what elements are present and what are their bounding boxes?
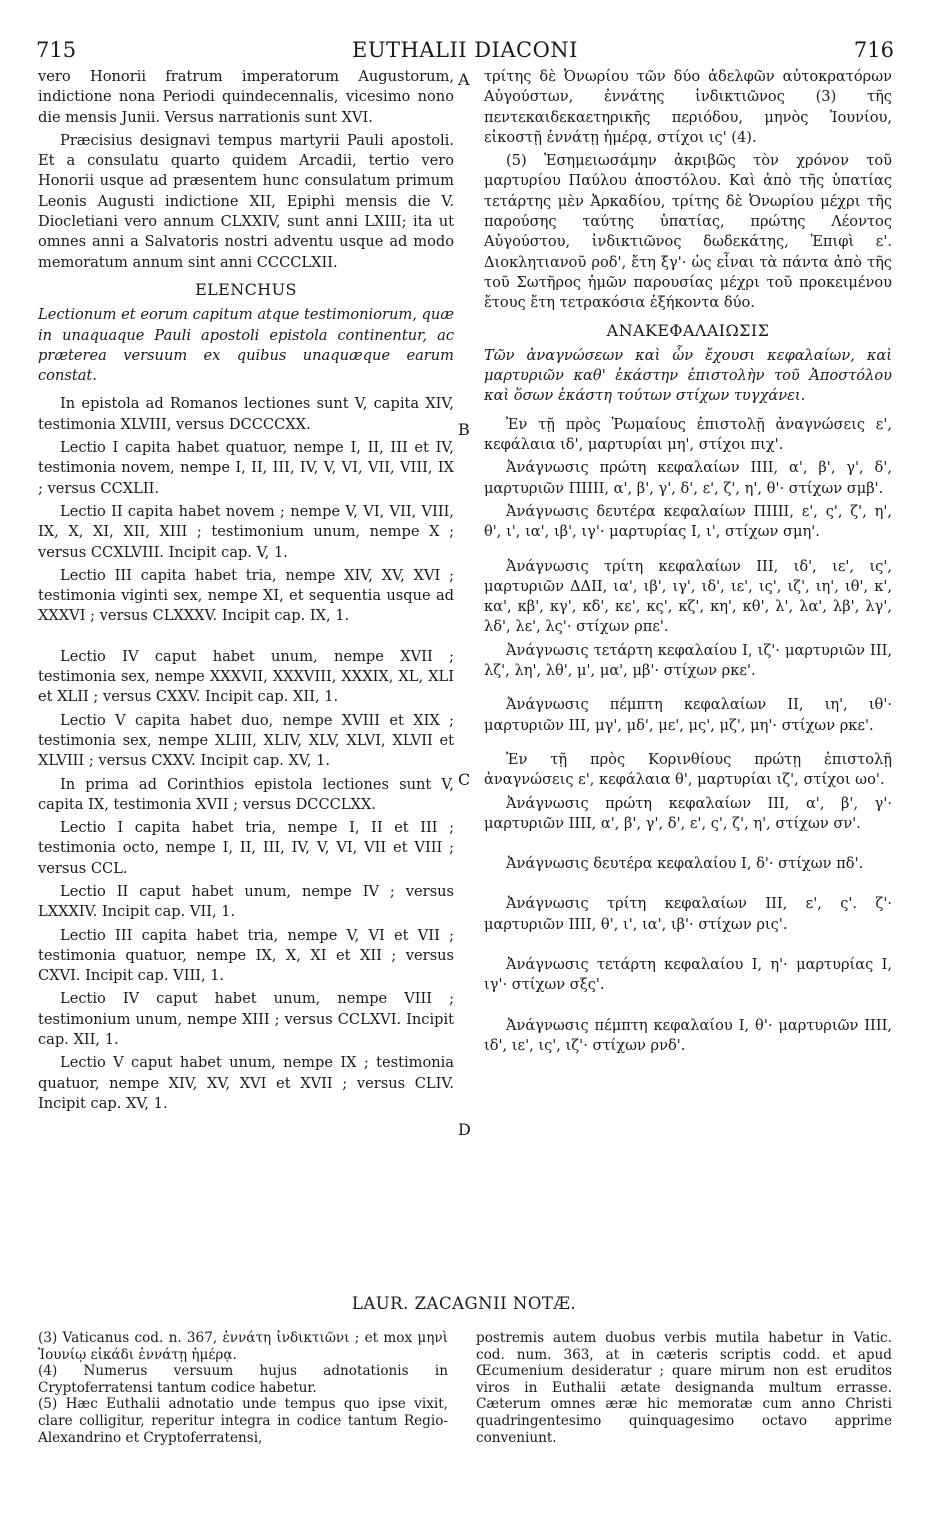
latin-entry: Lectio III capita habet tria, nempe XIV, XV, XVI ; testimonia viginti sex, nempe XI, et sequentia usque ad XXXVI ; versus CLXXXV. Incipit cap. IX, 1. <box>38 566 454 625</box>
footnote: (5) Hæc Euthalii adnotatio unde tempus quo ipse vixit, clare colligitur, reperitur integra in codice tantum Regio-Alexandrino et Cryptoferratensi, <box>38 1396 448 1446</box>
latin-entry: Lectio IV caput habet unum, nempe VIII ; testimonium unum, nempe XIII ; versus CCLXVI. Incipit cap. XII, 1. <box>38 990 454 1049</box>
greek-entry: Ἀνάγνωσις τρίτη κεφαλαίων ΙΙΙ, ιδ', ιε', ις', μαρτυριῶν ΔΔΙΙ, ια', ιβ', ιγ', ιδ', ιε', ις', ιζ', ιη', ιθ', κ', κα', κβ', κγ', κδ', κε', κς', κζ', κη', κθ', λ', λα', λβ', λγ', λδ', λε', λς'· στίχων ρπε'. <box>484 557 892 636</box>
greek-section-title: ΑΝΑΚΕΦΑΛΑΙΩΣΙΣ <box>606 320 770 340</box>
greek-entry: Ἀνάγνωσις τετάρτη κεφαλαίου Ι, ιζ'· μαρτυριῶν ΙΙΙ, λζ', λη', λθ', μ', μα', μβ'· στίχων ρκε'. <box>484 641 892 680</box>
greek-entry: Ἀνάγνωσις πέμπτη κεφαλαίων ΙΙ, ιη', ιθ'· μαρτυριῶν ΙΙΙ, μγ', μδ', με', μς', μζ', μη'· στίχων ρκε'. <box>484 696 892 734</box>
footnote: (3) Vaticanus cod. n. 367, ἐννάτη ἰνδικτιῶνι ; et mox μηνὶ Ἰουνίῳ εἰκάδι ἐννάτῃ ἡμέρᾳ. <box>38 1330 448 1363</box>
latin-entry: Lectio I capita habet quatuor, nempe I, II, III et IV, testimonia novem, nempe I, II, III, IV, V, VI, VII, VIII, IX ; versus CCXLII. <box>38 439 454 497</box>
greek-entry: Ἐν τῇ πρὸς Ῥωμαίους ἐπιστολῇ ἀναγνώσεις ε', κεφάλαια ιδ', μαρτυρίαι μη', στίχοι πιχ'. <box>484 415 892 454</box>
page-number-right: 716 <box>853 38 894 62</box>
greek-entry: Ἀνάγνωσις πέμπτη κεφαλαίου Ι, θ'· μαρτυριῶν ΙΙΙΙ, ιδ', ιε', ις', ιζ'· στίχων ρνδ'. <box>484 1016 892 1054</box>
notes-left-column <box>38 1330 448 1446</box>
notes-right-column <box>476 1330 892 1446</box>
greek-entry: Ἀνάγνωσις τρίτη κεφαλαίων ΙΙΙ, ε', ς'. ζ'· μαρτυριῶν ΙΙΙΙ, θ', ι', ια', ιβ'· στίχων ρις'. <box>484 895 892 933</box>
running-title: EUTHALII DIACONI <box>352 38 578 62</box>
latin-entry: Lectio II caput habet unum, nempe IV ; versus LXXXIV. Incipit cap. VII, 1. <box>38 882 454 921</box>
latin-entry: In prima ad Corinthios epistola lectiones sunt V, capita IX, testimonia XVII ; versus DCCCLXX. <box>38 775 454 813</box>
footnote-continuation: postremis autem duobus verbis mutila habetur in Vatic. cod. num. 363, at in cæteris scriptis codd. et apud Œcumenium desideratur ; quare mirum non est eruditos viros in Euthalii ætate designanda multum errasse. Cæterum omnes æræ hic memoratæ cum anno Christi quadringentesimo quinquagesimo octavo apprime conveniunt. <box>476 1330 892 1446</box>
greek-paragraph: τρίτης δὲ Ὀνωρίου τῶν δύο ἀδελφῶν αὐτοκρατόρων Αὐγούστων, ἐννάτης ἰνδικτιῶνος (3) τῆς πεντεκαιδεκαετηρικῆς περιόδου, μηνὸς Ἰουνίου, εἰκοστῇ ἐννάτῃ ἡμέρᾳ, στίχοι ις' (4). <box>484 68 892 146</box>
latin-entry: Lectio V capita habet duo, nempe XVIII et XIX ; testimonia sex, nempe XLIII, XLIV, XLV, XLVI, XLVII et XLVIII ; versus CXXV. Incipit cap. XV, 1. <box>38 711 454 770</box>
greek-entry: Ἀνάγνωσις πρώτη κεφαλαίων ΙΙΙ, α', β', γ'· μαρτυριῶν ΙΙΙΙ, α', β', γ', δ', ε', ς', ζ', η', στίχων σν'. <box>484 794 892 832</box>
greek-entry: Ἐν τῇ πρὸς Κορινθίους πρώτῃ ἐπιστολῇ ἀναγνώσεις ε', κεφάλαια θ', μαρτυρίαι ιζ', στίχοι ωο'. <box>484 750 892 789</box>
notes-title: LAUR. ZACAGNII NOTÆ. <box>351 1294 577 1313</box>
margin-letter-a: A <box>458 70 470 89</box>
margin-letter-d: D <box>458 1120 471 1139</box>
latin-entry: Lectio IV caput habet unum, nempe XVII ; testimonia sex, nempe XXXVII, XXXVIII, XXXIX, XL, XLI et XLII ; versus CXXV. Incipit cap. XII, 1. <box>38 647 454 706</box>
latin-section-intro: Lectionum et eorum capitum atque testimoniorum, quæ in unaquaque Pauli apostoli epistola continentur, ac præterea versuum ex quibus unaquæque earum constat. <box>38 306 454 385</box>
latin-entry: In epistola ad Romanos lectiones sunt V, capita XIV, testimonia XLVIII, versus DCCCCXX. <box>38 395 454 433</box>
latin-paragraph: vero Honorii fratrum imperatorum Augustorum, indictione nona Periodi quindecennalis, vicesimo nono die mensis Junii. Versus narrationis sunt XVI. <box>38 68 454 126</box>
page-header <box>36 38 894 64</box>
greek-paragraph: (5) Ἐσημειωσάμην ἀκριβῶς τὸν χρόνον τοῦ μαρτυρίου Παύλου ἀποστόλου. Καὶ ἀπὸ τῆς ὑπατίας τετάρτης μὲν Ἀρκαδίου, τρίτης δὲ Ὀνωρίου μέχρι τῆς παρούσης ταύτης ὑπατίας, πρώτης Λέοντος Αὐγούστου, ἰνδικτιῶνος δωδεκάτης, Ἐπιφὶ ε'. Διοκλητιανοῦ ροδ', ἔτη ξγ'· ὡς εἶναι τὰ πάντα ἀπὸ τῆς τοῦ Σωτῆρος ἡμῶν παρουσίας μέχρι τοῦ προκειμένου ἔτους ἔτη τετρακόσια ἑξήκοντα δύο. <box>484 152 892 312</box>
latin-section-title: ELENCHUS <box>195 279 297 299</box>
margin-letter-b: B <box>458 420 470 439</box>
latin-entry: Lectio I capita habet tria, nempe I, II et III ; testimonia octo, nempe I, II, III, IV, V, VI, VII et VIII ; versus CCL. <box>38 819 454 877</box>
greek-entry: Ἀνάγνωσις δευτέρα κεφαλαίου Ι, δ'· στίχων πδ'. <box>506 855 864 873</box>
margin-letter-c: C <box>458 770 471 789</box>
latin-paragraph: Præcisius designavi tempus martyrii Pauli apostoli. Et a consulatu quarto quidem Arcadii, tertio vero Honorii usque ad præsentem hunc consulatum primum Leonis Augusti indictione XII, Epiphi mensis die V. Diocletiani vero annum CLXXIV, sunt anni LXIII; ita ut omnes anni a Salvatoris nostri adventu usque ad modo memoratum annum sint anni CCCCLXII. <box>38 131 454 271</box>
latin-entry: Lectio V caput habet unum, nempe IX ; testimonia quatuor, nempe XIV, XV, XVI et XVII ; versus CLIV. Incipit cap. XV, 1. <box>38 1054 454 1112</box>
latin-entry: Lectio III capita habet tria, nempe V, VI et VII ; testimonia quatuor, nempe IX, X, XI et XII ; versus CXVI. Incipit cap. VIII, 1. <box>38 926 454 985</box>
footnote: (4) Numerus versuum hujus adnotationis in Cryptoferratensi tantum codice habetur. <box>38 1363 448 1396</box>
greek-section-intro: Τῶν ἀναγνώσεων καὶ ὧν ἔχουσι κεφαλαίων, καὶ μαρτυριῶν καθ' ἑκάστην ἐπιστολὴν τοῦ Ἀποστόλου καὶ ὅσων ἑκάστη τούτων στίχων τυγχάνει. <box>484 346 892 405</box>
greek-entry: Ἀνάγνωσις πρώτη κεφαλαίων ΙΙΙΙ, α', β', γ', δ', μαρτυριῶν ΠΙΙΙΙ, α', β', γ', δ', ε', ζ', η', θ'· στίχων σμβ'. <box>484 459 892 497</box>
greek-column <box>484 67 892 1059</box>
greek-entry: Ἀνάγνωσις δευτέρα κεφαλαίων ΠΙΙΙΙ, ε', ς', ζ', η', θ', ι', ια', ιβ', ιγ'· μαρτυρίας Ι, ι', στίχων σμη'. <box>484 502 892 541</box>
latin-column <box>38 67 454 1117</box>
latin-entry: Lectio II capita habet novem ; nempe V, VI, VII, VIII, IX, X, XI, XII, XIII ; testimonium unum, nempe X ; versus CCXLVIII. Incipit cap. V, 1. <box>38 502 454 561</box>
greek-entry: Ἀνάγνωσις τετάρτη κεφαλαίου Ι, η'· μαρτυρίας Ι, ιγ'· στίχων σξς'. <box>484 955 892 994</box>
page-number-left: 715 <box>36 38 77 62</box>
